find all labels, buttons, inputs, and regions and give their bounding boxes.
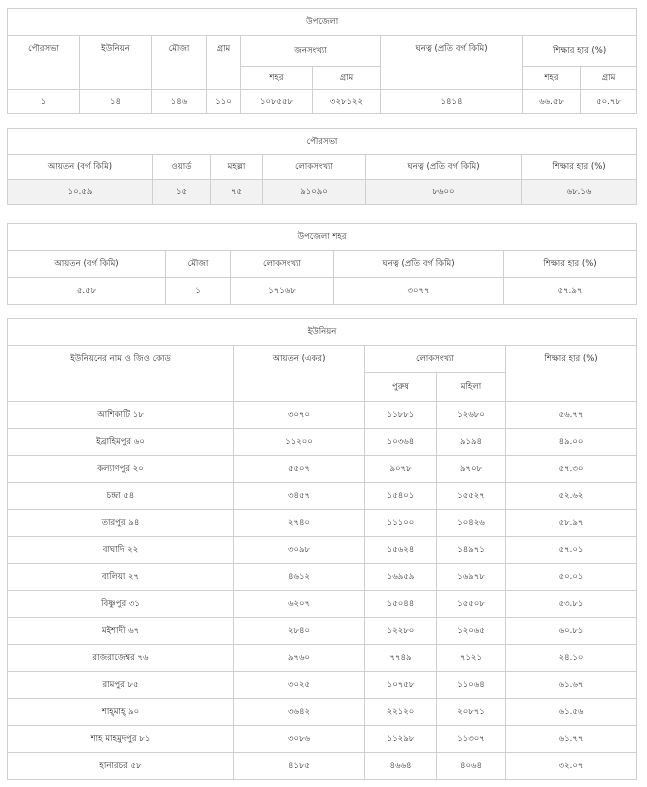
- cell-name: শাহ্‌মাহ্‌ ৯০: [8, 699, 234, 726]
- cell-female: ১১০৬৪: [437, 672, 506, 699]
- header-density: ঘনত্ব (প্রতি বর্গ কিমি): [334, 251, 504, 278]
- cell-male: ৯০৭৮: [365, 456, 437, 483]
- cell-male: ১১২৯৮: [365, 726, 437, 753]
- table-row: [8, 429, 637, 456]
- cell-union: ১৪: [80, 90, 152, 114]
- header-population: জনসংখ্যা: [241, 36, 381, 67]
- cell-name: বাঘাদি ২২: [8, 537, 234, 564]
- cell-name: চন্দ্রা ৫৪: [8, 483, 234, 510]
- cell-area: ৩০২৫: [234, 672, 365, 699]
- cell-area: ৩৪৫৭: [234, 483, 365, 510]
- cell-area: ৬২০৭: [234, 591, 365, 618]
- cell-literacy: ৬১.৬৭: [506, 672, 637, 699]
- cell-name: শাহ মাহমুদপুর ৮১: [8, 726, 234, 753]
- cell-ward: ১৫: [153, 180, 211, 205]
- cell-female: ১৪৯৭১: [437, 537, 506, 564]
- cell-name: মইশাদী ৬৭: [8, 618, 234, 645]
- cell-male: ১০৩৬৪: [365, 429, 437, 456]
- cell-male: ১৬৯৫৯: [365, 564, 437, 591]
- header-area: আয়তন (বর্গ কিমি): [8, 155, 153, 180]
- unions-table: [7, 318, 637, 780]
- cell-literacy: ৬০.৮১: [506, 618, 637, 645]
- cell-literacy: ৪৯.০০: [506, 429, 637, 456]
- cell-male: ১০৭৫৮: [365, 672, 437, 699]
- cell-area: ৪৬১২: [234, 564, 365, 591]
- cell-area: ২৭৪০: [234, 510, 365, 537]
- cell-female: ৯৭০৮: [437, 456, 506, 483]
- table-row: [8, 699, 637, 726]
- cell-area: ৩০৭০: [234, 402, 365, 429]
- cell-literacy: ৫৮.৯৭: [506, 510, 637, 537]
- header-pourashava: পৌরসভা: [8, 36, 80, 90]
- cell-male: ১৫৬২৪: [365, 537, 437, 564]
- cell-female: ১২৬৮০: [437, 402, 506, 429]
- header-density: ঘনত্ব (প্রতি বর্গ কিমি): [381, 36, 523, 90]
- table-row: [8, 591, 637, 618]
- cell-gram: ১১০: [207, 90, 241, 114]
- cell-male: ১২২৮০: [365, 618, 437, 645]
- cell-literacy: ৩২.০৭: [506, 753, 637, 780]
- header-literacy: শিক্ষার হার (%): [523, 36, 637, 67]
- cell-area: ২৮৪০: [234, 618, 365, 645]
- header-literacy: শিক্ষার হার (%): [522, 155, 637, 180]
- cell-literacy: ৫৬.৭৭: [506, 402, 637, 429]
- cell-female: ৯১৯৪: [437, 429, 506, 456]
- upazila-town-caption: উপজেলা শহর: [8, 224, 637, 251]
- cell-name: তারপুর ৯৪: [8, 510, 234, 537]
- cell-name: কল্যাণপুর ২০: [8, 456, 234, 483]
- table-row: [8, 726, 637, 753]
- cell-density: ৩০৭৭: [334, 278, 504, 305]
- header-area: আয়তন (বর্গ কিমি): [8, 251, 166, 278]
- table-row: [8, 753, 637, 780]
- header-pop-rural: গ্রাম: [313, 67, 381, 90]
- cell-area: ৫৫০৭: [234, 456, 365, 483]
- cell-population: ১৭১৬৮: [231, 278, 334, 305]
- cell-female: ২০৮৭১: [437, 699, 506, 726]
- cell-name: বালিয়া ২৭: [8, 564, 234, 591]
- table-row: [8, 402, 637, 429]
- cell-female: ১১৩০৭: [437, 726, 506, 753]
- table-row: [8, 537, 637, 564]
- cell-density: ১৪১৪: [381, 90, 523, 114]
- header-area: আয়তন (একর): [234, 346, 365, 402]
- header-ward: ওয়ার্ড: [153, 155, 211, 180]
- cell-female: ৪০৬৪: [437, 753, 506, 780]
- cell-male: ৭৭৪৯: [365, 645, 437, 672]
- table-row: [8, 510, 637, 537]
- header-population: লোকসংখ্যা: [231, 251, 334, 278]
- cell-area: ১১২০০: [234, 429, 365, 456]
- cell-population: ৯১০৯০: [263, 180, 366, 205]
- header-literacy: শিক্ষার হার (%): [504, 251, 637, 278]
- cell-pop-urban: ১০৮৫৫৮: [241, 90, 313, 114]
- upazila-table: [7, 8, 637, 114]
- header-mahalla: মহল্লা: [211, 155, 263, 180]
- cell-lit-rural: ৫০.৭৮: [581, 90, 637, 114]
- cell-literacy: ৫৭.৯৭: [504, 278, 637, 305]
- cell-area: ৫.৫৮: [8, 278, 166, 305]
- cell-name: রামপুর ৮৫: [8, 672, 234, 699]
- cell-literacy: ৬৮.১৬: [522, 180, 637, 205]
- header-mouza: মৌজা: [166, 251, 231, 278]
- cell-mouza: ১৪৬: [152, 90, 207, 114]
- cell-name: আশিকাটি ১৮: [8, 402, 234, 429]
- cell-density: ৮৬০০: [366, 180, 522, 205]
- cell-male: ১৫৪০১: [365, 483, 437, 510]
- cell-literacy: ৫৭.০১: [506, 537, 637, 564]
- cell-literacy: ৬১.৫৬: [506, 699, 637, 726]
- cell-name: হানারচর ৫৮: [8, 753, 234, 780]
- cell-name: বিষ্ণুপুর ৩১: [8, 591, 234, 618]
- cell-male: ১৫০৪৪: [365, 591, 437, 618]
- header-male: পুরুষ: [365, 373, 437, 402]
- cell-female: ১৬৯৭৮: [437, 564, 506, 591]
- cell-female: ১৫৫২৭: [437, 483, 506, 510]
- header-pop-urban: শহর: [241, 67, 313, 90]
- cell-female: ১৫৫০৮: [437, 591, 506, 618]
- cell-area: ৪১৮৫: [234, 753, 365, 780]
- cell-male: ১১৮৮১: [365, 402, 437, 429]
- cell-pop-rural: ৩২৮১২২: [313, 90, 381, 114]
- cell-female: ১০৪২৬: [437, 510, 506, 537]
- upazila-caption: উপজেলা: [8, 9, 637, 36]
- cell-lit-urban: ৬৬.৫৮: [523, 90, 581, 114]
- cell-literacy: ৫৭.৩০: [506, 456, 637, 483]
- cell-area: ৯৭৬০: [234, 645, 365, 672]
- unions-caption: ইউনিয়ন: [8, 319, 637, 346]
- cell-mouza: ১: [166, 278, 231, 305]
- table-row: [8, 564, 637, 591]
- pourashava-caption: পৌরসভা: [8, 129, 637, 155]
- cell-female: ৭১২১: [437, 645, 506, 672]
- cell-literacy: ৫৩.৮১: [506, 591, 637, 618]
- header-lit-rural: গ্রাম: [581, 67, 637, 90]
- table-row: [8, 456, 637, 483]
- header-population: লোকসংখ্যা: [365, 346, 506, 373]
- table-row: [8, 618, 637, 645]
- header-union-name: ইউনিয়নের নাম ও জিও কোড: [8, 346, 234, 402]
- header-population: লোকসংখ্যা: [263, 155, 366, 180]
- pourashava-table: [7, 128, 637, 205]
- cell-literacy: ৫০.০১: [506, 564, 637, 591]
- cell-area: ৩০৮৬: [234, 726, 365, 753]
- upazila-town-table: [7, 223, 637, 305]
- header-density: ঘনত্ব (প্রতি বর্গ কিমি): [366, 155, 522, 180]
- cell-male: ৪৬৬৪: [365, 753, 437, 780]
- cell-area: ৩০৯৮: [234, 537, 365, 564]
- header-mouza: মৌজা: [152, 36, 207, 90]
- cell-male: ২২১২০: [365, 699, 437, 726]
- header-lit-urban: শহর: [523, 67, 581, 90]
- cell-area: ৩৬৪২: [234, 699, 365, 726]
- cell-name: রাজরাজেশ্বর ৭৬: [8, 645, 234, 672]
- cell-literacy: ৫২.৬২: [506, 483, 637, 510]
- table-row: [8, 645, 637, 672]
- cell-male: ১১১০০: [365, 510, 437, 537]
- cell-literacy: ৬১.৭৭: [506, 726, 637, 753]
- header-gram: গ্রাম: [207, 36, 241, 90]
- table-row: [8, 672, 637, 699]
- table-row: [8, 483, 637, 510]
- cell-area: ১০.৫৯: [8, 180, 153, 205]
- cell-pourashava: ১: [8, 90, 80, 114]
- cell-literacy: ২৪.১০: [506, 645, 637, 672]
- header-literacy: শিক্ষার হার (%): [506, 346, 637, 402]
- cell-female: ১২০৬৫: [437, 618, 506, 645]
- header-female: মহিলা: [437, 373, 506, 402]
- cell-name: ইব্রাহিমপুর ৬০: [8, 429, 234, 456]
- cell-mahalla: ৭৫: [211, 180, 263, 205]
- header-union: ইউনিয়ন: [80, 36, 152, 90]
